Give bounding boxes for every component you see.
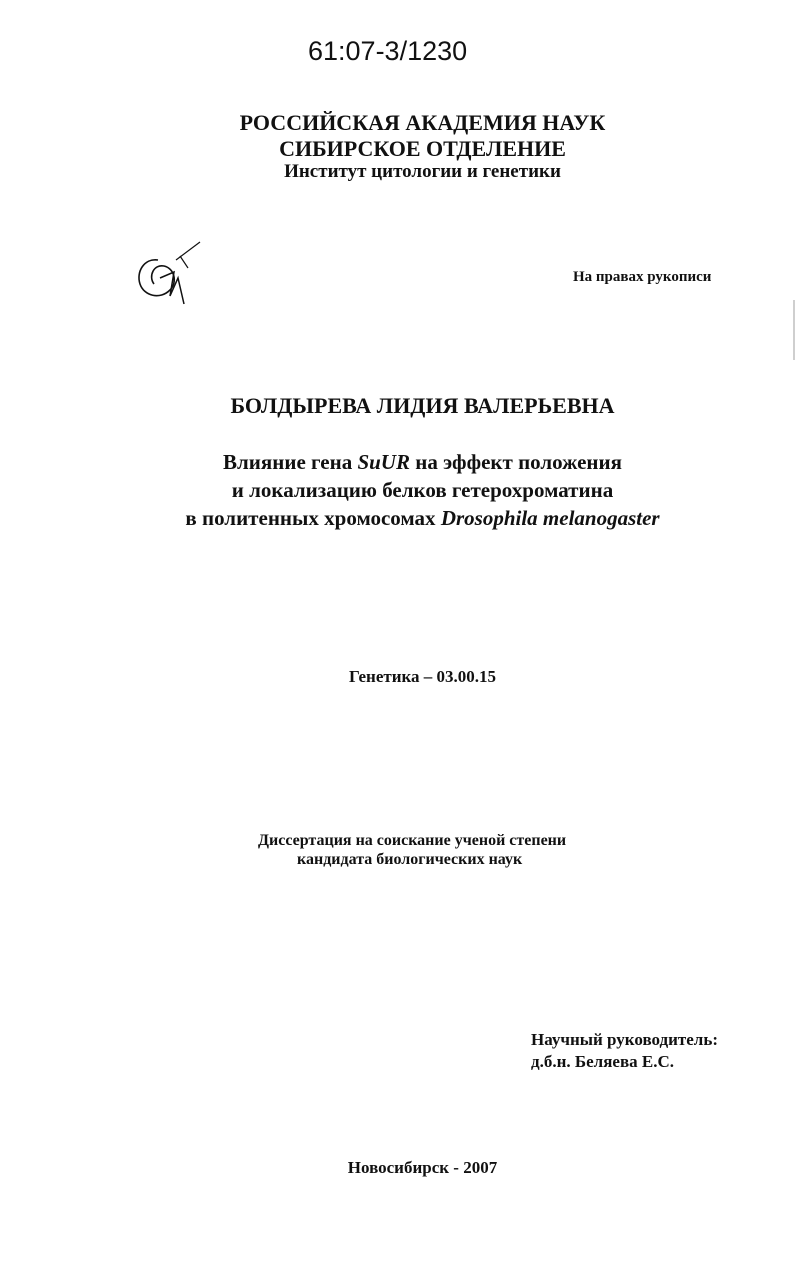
title-gene-name: SuUR	[357, 450, 410, 474]
city-year: Новосибирск - 2007	[347, 1158, 498, 1177]
archive-stamp-code: 61:07-3/1230	[308, 36, 468, 66]
title-line-3-prefix: в политенных хромосомах	[185, 506, 436, 530]
dissertation-line-1: Диссертация на соискание ученой степени	[258, 832, 567, 849]
dissertation-line-2: кандидата биологических наук	[297, 851, 523, 868]
title-line-3	[24, 506, 797, 531]
author-name: БОЛДЫРЕВА ЛИДИЯ ВАЛЕРЬЕВНА	[230, 393, 615, 418]
organization-line-1: РОССИЙСКАЯ АКАДЕМИЯ НАУК	[239, 110, 606, 135]
specialty-code: Генетика – 03.00.15	[348, 667, 497, 686]
signature-icon	[130, 238, 210, 308]
rights-note: На правах рукописи	[573, 269, 712, 285]
title-line-2: и локализацию белков гетерохроматина	[231, 478, 614, 502]
title-line-1	[24, 450, 797, 475]
scan-edge-mark	[793, 300, 795, 360]
organization-institute: Институт цитологии и генетики	[284, 161, 561, 182]
title-species-name: Drosophila melanogaster	[440, 506, 660, 530]
title-line-1-prefix: Влияние гена	[223, 450, 353, 474]
supervisor-label: Научный руководитель:	[531, 1030, 718, 1049]
organization-line-2: СИБИРСКОЕ ОТДЕЛЕНИЕ	[279, 136, 566, 161]
title-line-1-suffix: на эффект положения	[415, 450, 622, 474]
supervisor-name: д.б.н. Беляева Е.С.	[531, 1052, 675, 1071]
